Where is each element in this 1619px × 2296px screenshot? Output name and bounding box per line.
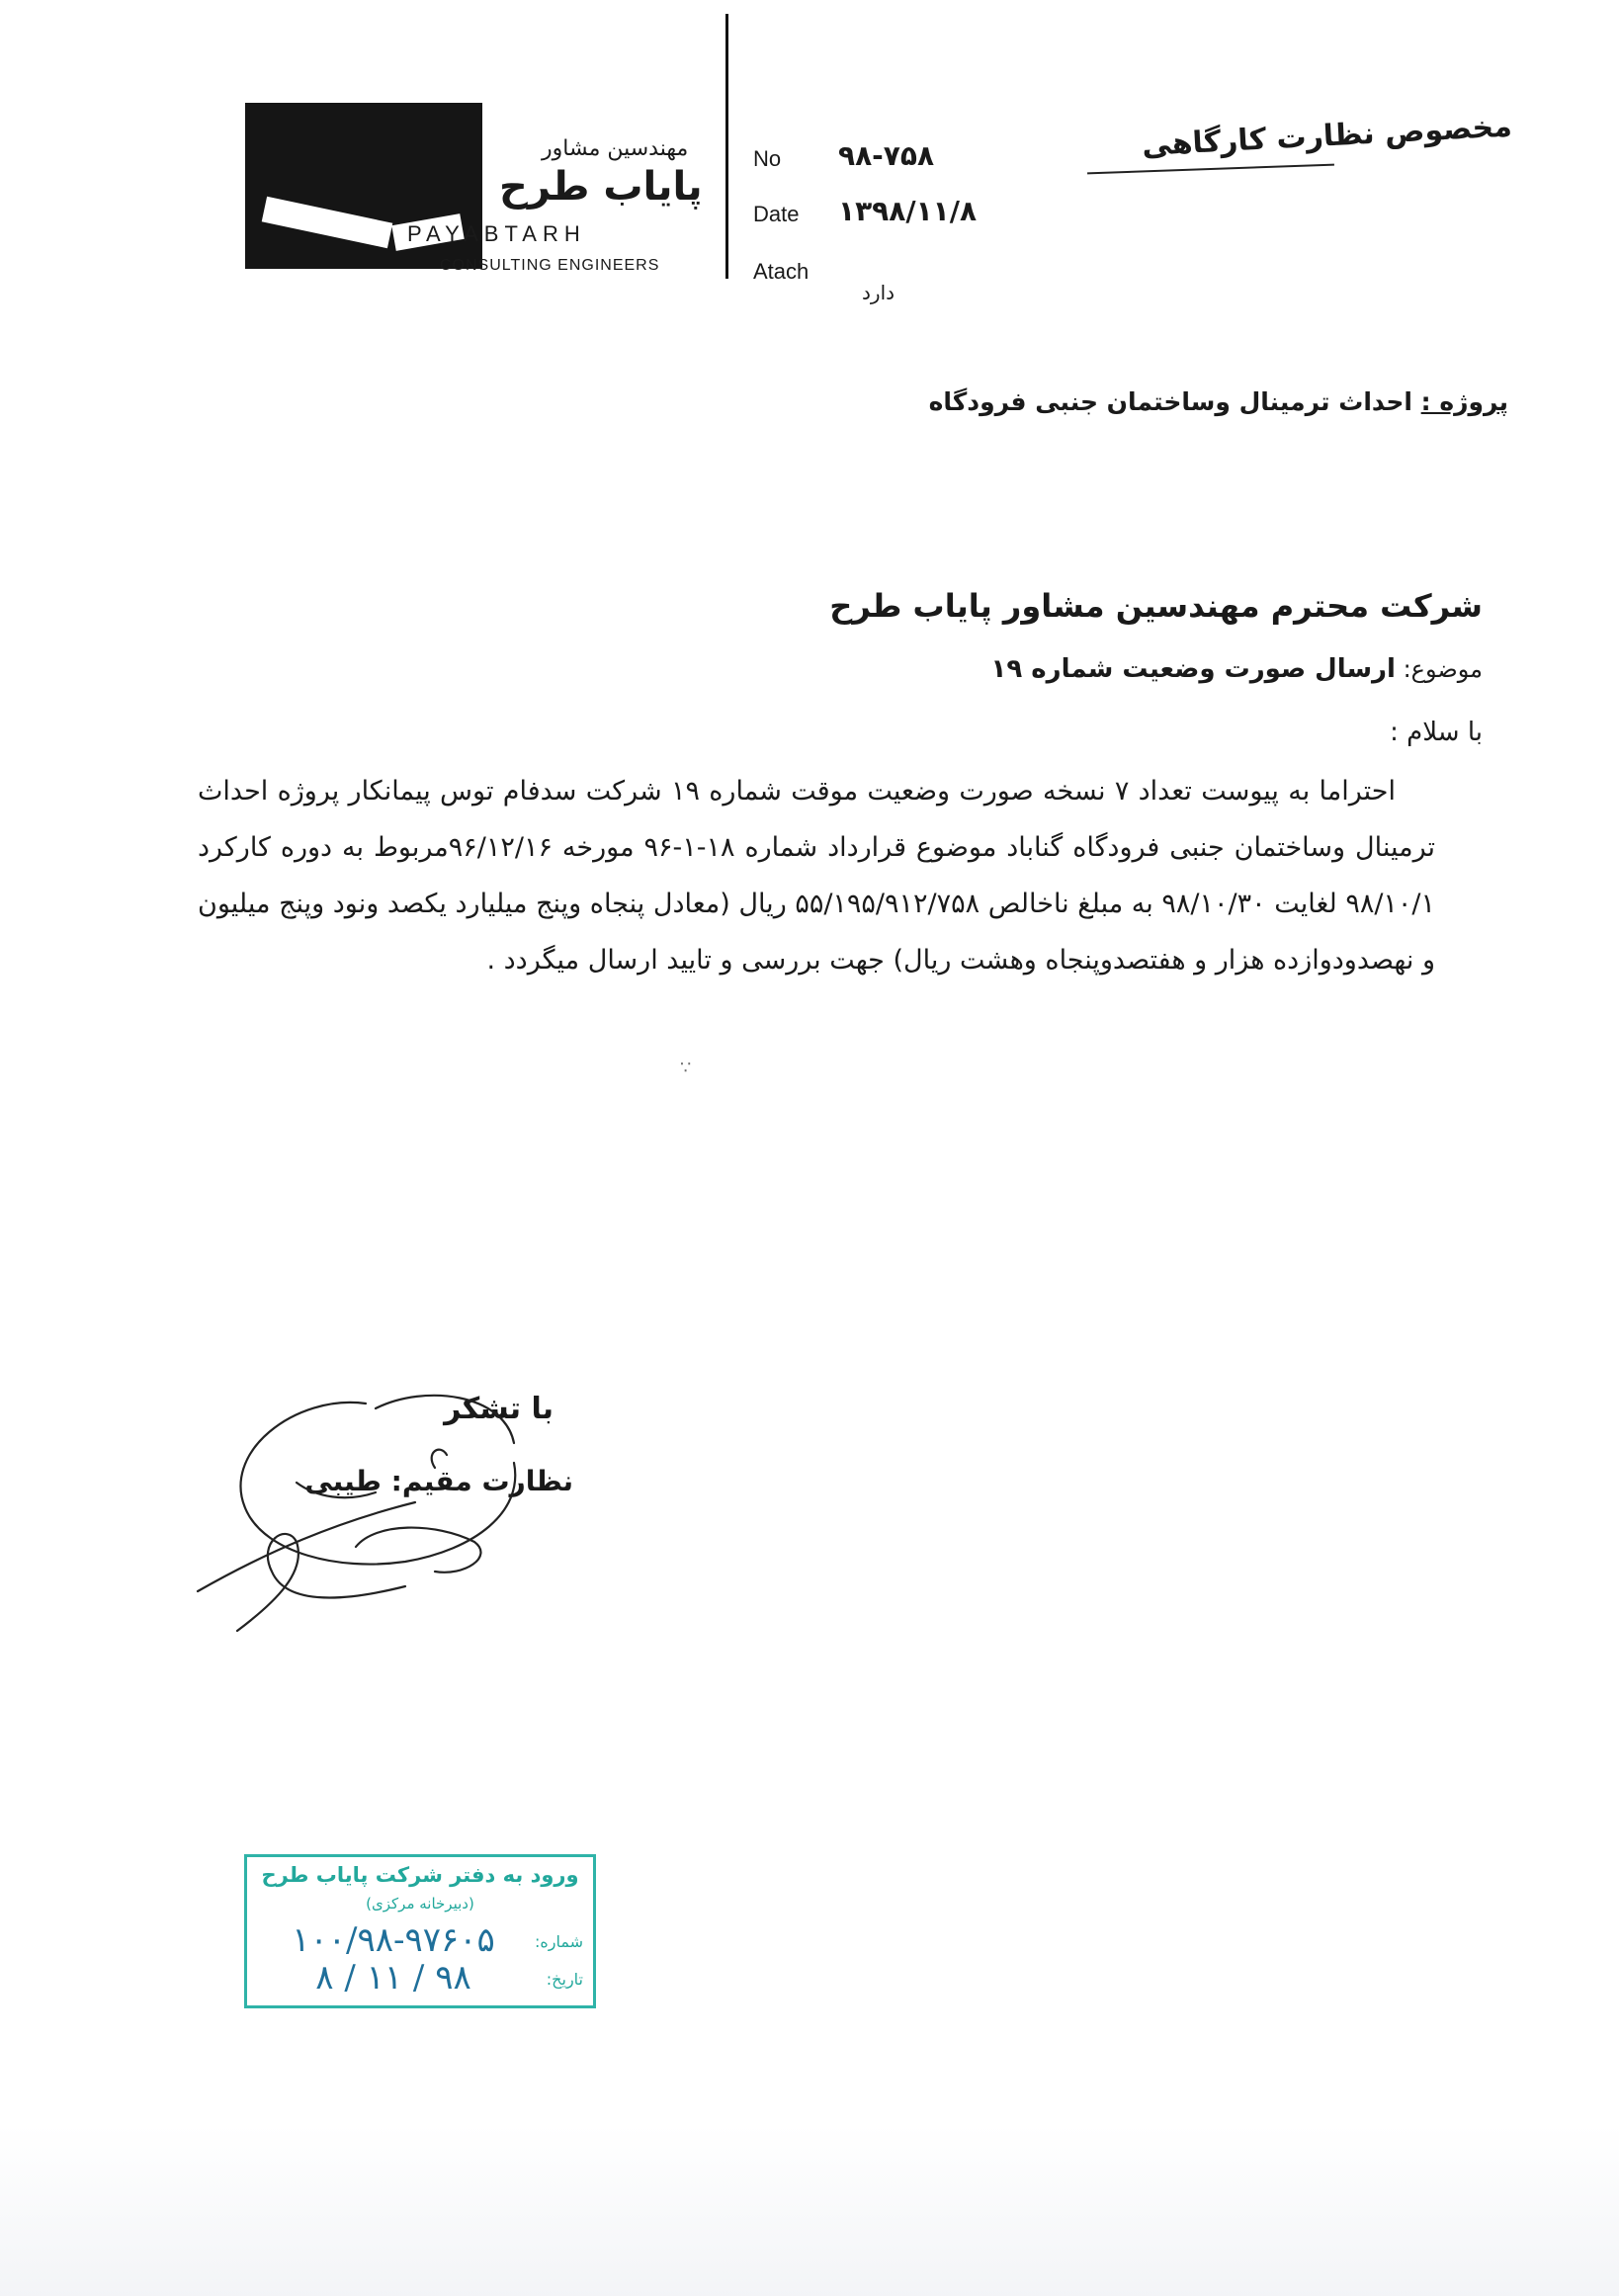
signer: نظارت مقیم: طیبی: [304, 1465, 573, 1497]
stamp-number-label: شماره:: [534, 1932, 583, 1951]
company-name-fa: پایاب طرح: [499, 164, 703, 210]
stamp-date-label: تاریخ:: [546, 1970, 583, 1989]
subject-text: ارسال صورت وضعیت شماره ۱۹: [990, 654, 1396, 684]
header-divider: [725, 14, 728, 279]
letter-paragraph: [198, 763, 1435, 988]
company-subtitle: CONSULTING ENGINEERS: [440, 257, 660, 274]
paragraph-text: احتراما به پیوست تعداد ۷ نسخه صورت وضعیت موقت شماره ۱۹ شرکت سدفام توس پیمانکار پروژه احداث ترمینال وساختمان جنبی فرودگاه گناباد موضوع قرارداد شماره ۱۸-۱-۹۶ مورخه ۹۶/۱۲/۱۶مربوط به دوره کارکرد ۹۸/۱۰/۱ لغایت ۹۸/۱۰/۳۰ به مبلغ ناخالص ۵۵/۱۹۵/۹۱۲/۷۵۸ ریال (معادل پنجاه وپنج میلیارد یکصد ونود وپنج میلیون و نهصدودوازده هزار و هفتصدوپنجاه وهشت ریال) جهت بررسی و تایید ارسال میگردد .: [198, 776, 1436, 976]
date-value: ۱۳۹۸/۱۱/۸: [838, 195, 978, 227]
subject-label: موضوع:: [1403, 655, 1483, 683]
no-label: No: [753, 146, 782, 171]
company-name-en: PAYABTARH: [407, 221, 586, 246]
attach-label: Atach: [753, 259, 810, 284]
scan-speck: ∵: [680, 1058, 692, 1078]
project-value: احداث ترمینال وساختمان جنبی فرودگاه: [928, 387, 1412, 416]
handwritten-signature: [178, 1374, 554, 1660]
department-underline: [1087, 164, 1334, 175]
scan-shadow: [0, 2125, 1619, 2296]
project-line: [692, 387, 1508, 416]
closing: با تشکر: [444, 1392, 554, 1426]
date-label: Date: [753, 202, 800, 226]
stamp-title: ورود به دفتر شرکت پایاب طرح: [261, 1863, 579, 1887]
registry-stamp: [244, 1854, 596, 2008]
attach-value: دارد: [862, 281, 895, 304]
no-value: ۹۸-۷۵۸: [838, 139, 935, 172]
company-name-fa-small: مهندسین مشاور: [542, 136, 689, 161]
stamp-subtitle: (دبیرخانه مرکزی): [366, 1895, 474, 1913]
department-heading: مخصوص نظارت کارگاهی: [1141, 109, 1513, 164]
stamp-date-value: ۹۸ / ۱۱ / ۸: [315, 1958, 471, 1998]
stamp-number-value: ۱۰۰/۹۸-۹۷۶۰۵: [292, 1920, 495, 1960]
project-label: پروژه :: [1420, 387, 1508, 416]
addressee: شرکت محترم مهندسین مشاور پایاب طرح: [829, 587, 1483, 625]
subject-line: [198, 654, 1483, 684]
greeting: با سلام :: [1390, 718, 1483, 747]
